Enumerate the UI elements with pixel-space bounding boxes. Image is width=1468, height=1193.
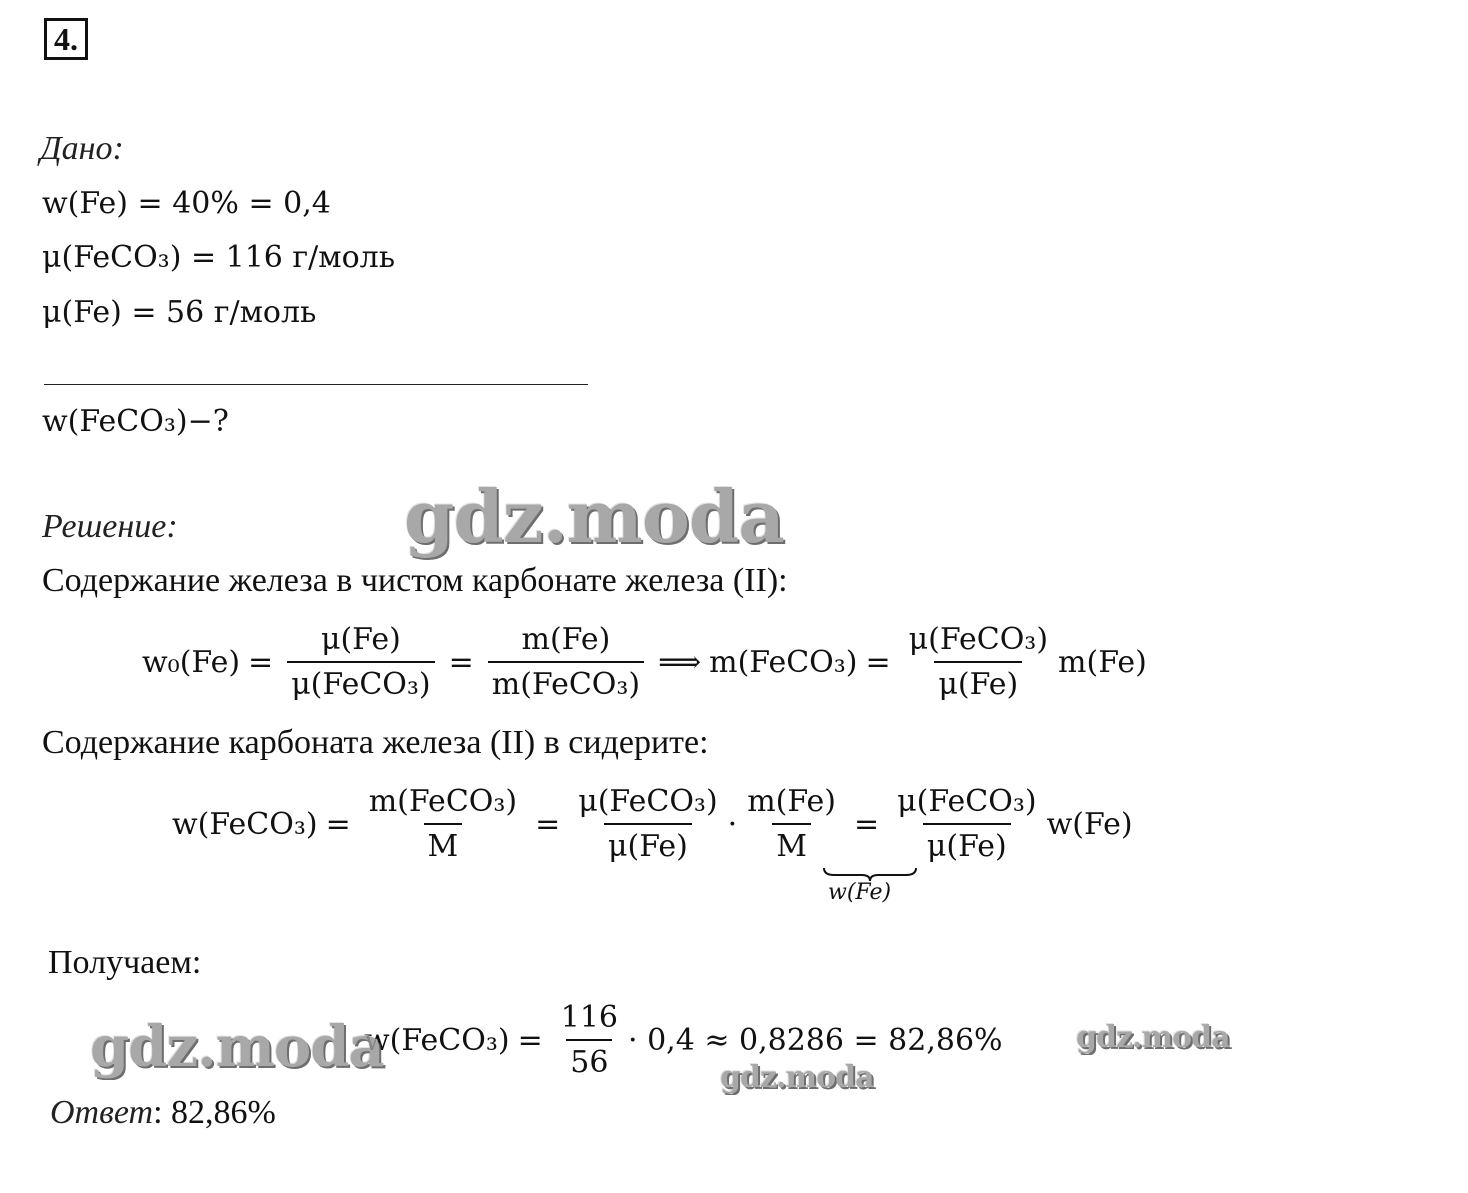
solution-text-1: Содержание железа в чистом карбонате железа (II):: [42, 562, 788, 599]
watermark-2: gdz.moda: [90, 1014, 384, 1080]
eq2-lhs: w(FeCO₃): [172, 806, 318, 842]
eq2-fraction-3: [743, 784, 840, 864]
eq3-rest: · 0,4 ≈ 0,8286 = 82,86%: [628, 1022, 1003, 1058]
eq2-fraction-4: [893, 784, 1040, 864]
given-line-3: μ(Fe) = 56 г/моль: [42, 295, 317, 330]
eq1-fraction-1: [287, 622, 434, 702]
answer-label: Ответ: [50, 1094, 154, 1131]
eq1-tail: m(Fe): [1058, 644, 1147, 680]
eq2-f3-den: M: [772, 823, 811, 864]
eq2-f4-den: μ(Fe): [923, 823, 1011, 864]
problem-number: 4.: [44, 18, 88, 60]
eq2-f2-num: μ(FeCO₃): [578, 784, 718, 819]
eq1-implies: ⟹: [658, 644, 702, 680]
eq2-f1-num: m(FeCO₃): [368, 784, 518, 819]
find-line: w(FeCO₃)−?: [42, 404, 229, 439]
watermark-1: gdz.moda: [404, 474, 784, 559]
eq2-f1-den: M: [424, 823, 463, 864]
answer-line: [50, 1094, 276, 1132]
eq1-f1-den: μ(FeCO₃): [287, 661, 434, 702]
eq1-f2-num: m(Fe): [521, 622, 611, 657]
eq3-lhs: w(FeCO₃): [364, 1022, 510, 1058]
eq1-fraction-3: [905, 622, 1052, 702]
eq2-dot: ·: [727, 806, 738, 842]
eq1-f1-num: μ(Fe): [320, 622, 401, 657]
eq1-lhs: w₀(Fe): [142, 644, 241, 680]
answer-value: : 82,86%: [153, 1094, 276, 1131]
eq2-tail: w(Fe): [1046, 806, 1133, 842]
equation-1: w₀(Fe) = $\frac{\mu(Fe)}{\text{μ(FeCO₃)}}$ = $\frac{m(Fe)}{\text{m(FeCO₃)}}$ ⟹ m(FeCO₃) = $\frac{\text{μ(FeCO₃)}}{\mu(Fe)}$ m(Fe): [142, 622, 1147, 702]
eq3-den: 56: [566, 1039, 612, 1080]
eq2-f3-num: m(Fe): [747, 784, 836, 819]
given-label: Дано:: [40, 130, 124, 167]
eq2-f4-num: μ(FeCO₃): [897, 784, 1037, 819]
eq1-fraction-2: [488, 622, 644, 702]
watermark-3: gdz.moda: [1076, 1020, 1230, 1055]
solution-text-2: Содержание карбоната железа (II) в сидерите:: [42, 724, 709, 761]
solution-text-3: Получаем:: [48, 944, 202, 981]
eq1-f2-den: m(FeCO₃): [488, 661, 644, 702]
equation-3: w(FeCO₃) = $\frac{116}{56}$ · 0,4 ≈ 0,8286 = 82,86%: [364, 1000, 1003, 1080]
eq2-fraction-2: [574, 784, 721, 864]
given-divider: [44, 384, 588, 385]
eq3-fraction: [557, 1000, 622, 1080]
eq1-mid: m(FeCO₃): [709, 644, 858, 680]
eq2-f2-den: μ(Fe): [604, 823, 692, 864]
eq2-fraction-1: [365, 784, 521, 864]
brace-label: w(Fe): [828, 880, 892, 905]
watermark-4: gdz.moda: [720, 1060, 874, 1095]
eq1-f3-den: μ(Fe): [934, 661, 1022, 702]
solution-label: Решение:: [42, 508, 178, 545]
eq3-num: 116: [560, 1000, 618, 1035]
given-line-2: μ(FeCO₃) = 116 г/моль: [42, 240, 396, 275]
given-line-1: w(Fe) = 40% = 0,4: [42, 186, 331, 221]
equation-2: w(FeCO₃) = $\frac{\text{m(FeCO₃)}}{M}$ = $\frac{\text{μ(FeCO₃)}}{\mu(Fe)}$ · $\frac{m(Fe)}{M}$ = $\frac{\text{μ(FeCO₃)}}{\mu(Fe)}$ w(Fe): [172, 784, 1133, 864]
eq1-f3-num: μ(FeCO₃): [908, 622, 1049, 657]
